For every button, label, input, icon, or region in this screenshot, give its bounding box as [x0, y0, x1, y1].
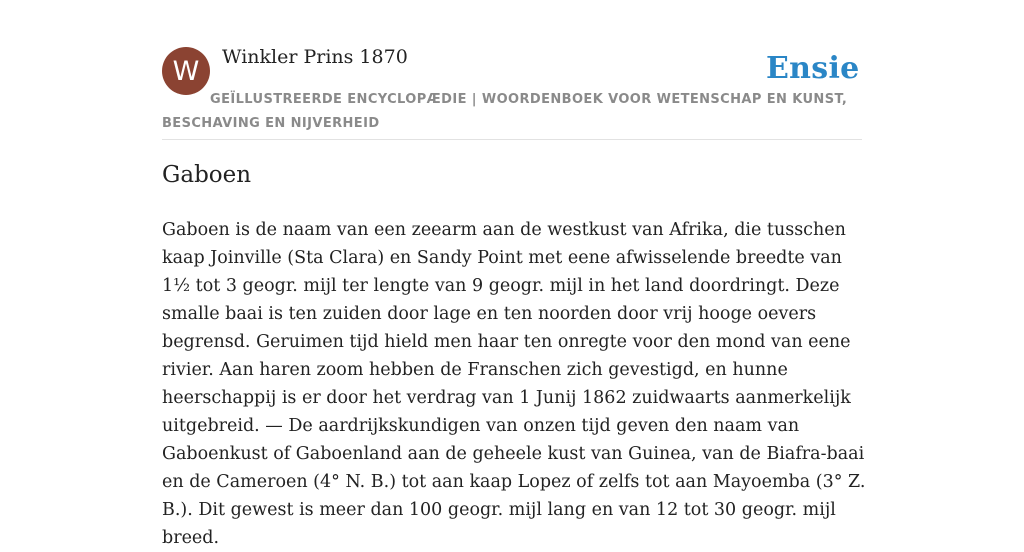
avatar-letter: W	[172, 55, 200, 87]
ensie-logo[interactable]: Ensie	[766, 51, 860, 86]
source-title[interactable]: Winkler Prins 1870	[222, 46, 408, 68]
header-divider	[162, 139, 862, 140]
source-subtitle: GEÏLLUSTREERDE ENCYCLOPÆDIE | WOORDENBOEK VOOR WETENSCHAP EN KUNST, BESCHAVING EN NIJVERHEID	[162, 92, 848, 131]
entry-body: Gaboen is de naam van een zeearm aan de westkust van Afrika, die tusschen kaap Joinville (Sta Clara) en Sandy Point met eene afwisselende breedte van 1½ tot 3 geogr. mijl ter lengte van 9 geogr. mijl in het land doordringt. Deze smalle baai is ten zuiden door lage en ten noorden door vrij hooge oevers begrensd. Geruimen tijd hield men haar ten onregte voor den mond van eene rivier. Aan haren zoom hebben de Franschen zich gevestigd, en hunne heerschappij is er door het verdrag van 1 Junij 1862 zuidwaarts aanmerkelijk uitgebreid. — De aardrijkskundigen van onzen tijd geven den naam van Gaboenkust of Gaboenland aan de geheele kust van Guinea, van de Biafra-baai en de Cameroen (4° N. B.) tot aan kaap Lopez of zelfs tot aan Mayoemba (3° Z. B.). Dit gewest is meer dan 100 geogr. mijl lang en van 12 tot 30 geogr. mijl breed.	[162, 220, 866, 548]
entry-title: Gaboen	[162, 162, 252, 188]
